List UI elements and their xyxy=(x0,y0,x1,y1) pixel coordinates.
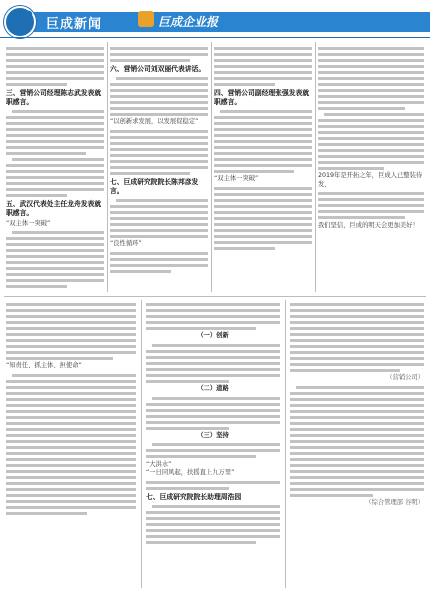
body-text-block xyxy=(6,110,104,197)
body-text-block xyxy=(146,505,280,544)
section-heading: 三、营销公司经理陈志武发表就职感言。 xyxy=(6,89,102,106)
article-byline: （综合管理部 谷明） xyxy=(365,499,424,507)
body-text-block xyxy=(110,77,208,116)
body-text-block xyxy=(214,187,312,250)
body-text-block xyxy=(146,481,280,490)
quoted-phrase: “以创新求发展，以发展促稳定” xyxy=(110,118,199,126)
section-heading: 七、巨成研究院院长陈邦彦发言。 xyxy=(110,177,199,195)
column-rule xyxy=(107,42,108,292)
body-text-block xyxy=(214,110,312,173)
article-byline: （营销公司） xyxy=(386,374,424,382)
subsection-heading: （三）坚持 xyxy=(197,431,229,439)
subsection-heading: （一）创新 xyxy=(197,332,229,340)
quoted-phrase: “双主体一突破” xyxy=(6,220,51,227)
section-divider xyxy=(4,296,426,297)
body-text-block xyxy=(290,303,424,372)
body-text-block xyxy=(146,303,280,330)
body-text-block xyxy=(6,374,136,515)
column-rule xyxy=(211,42,212,292)
quoted-phrase: “良性循环” xyxy=(110,240,142,248)
body-text-block xyxy=(6,303,136,360)
body-text-block xyxy=(6,231,104,288)
closing-line: 2019年是开拓之年，巨成人已整装待发， xyxy=(318,172,423,188)
newspaper-logo xyxy=(136,6,240,36)
closing-line: 我们坚信，巨成的明天会更加美好！ xyxy=(318,221,419,229)
article-column-6 xyxy=(146,300,280,546)
section-heading: 四、营销公司副经理张强发表就职感言。 xyxy=(214,89,310,106)
article-column-1 xyxy=(6,44,104,291)
column-rule xyxy=(315,42,316,292)
article-column-2 xyxy=(110,44,208,275)
section-title: 巨成新闻 xyxy=(46,17,103,32)
body-text-block xyxy=(146,344,280,383)
quoted-phrase: “双主体一突破” xyxy=(214,175,259,183)
header-rule xyxy=(0,37,430,38)
section-heading: 六、营销公司刘双丽代表讲话。 xyxy=(110,65,206,73)
page-number: 02 xyxy=(11,8,33,28)
body-text-block xyxy=(146,397,280,430)
logo-icon xyxy=(138,11,154,27)
masthead xyxy=(0,0,430,38)
section-heading: 五、武汉代表处主任龙舟发表就职感言。 xyxy=(6,200,102,217)
quoted-phrase: “知责任、抓主体、担使命” xyxy=(6,362,82,370)
logo-text: 巨成企业报 xyxy=(158,15,219,29)
body-text-block xyxy=(318,47,424,170)
article-column-7 xyxy=(290,300,424,508)
body-text-block xyxy=(110,47,208,62)
section-heading: 七、巨成研究院院长助理周浩园 xyxy=(146,492,242,501)
body-text-block xyxy=(146,443,280,458)
article-column-4 xyxy=(318,44,424,230)
column-rule xyxy=(141,300,142,588)
body-text-block xyxy=(318,192,424,219)
body-text-block xyxy=(110,199,208,238)
column-rule xyxy=(285,300,286,588)
article-column-3 xyxy=(214,44,312,252)
body-text-block xyxy=(6,47,104,86)
body-text-block xyxy=(290,386,424,497)
quoted-phrase: “大洪水” xyxy=(146,460,172,468)
quoted-phrase: “一日同风起，扶摇直上九万里” xyxy=(146,469,235,477)
article-column-5 xyxy=(6,300,136,517)
body-text-block xyxy=(214,47,312,86)
body-text-block xyxy=(110,252,208,273)
subsection-heading: （二）道路 xyxy=(197,385,229,393)
body-text-block xyxy=(110,130,208,175)
